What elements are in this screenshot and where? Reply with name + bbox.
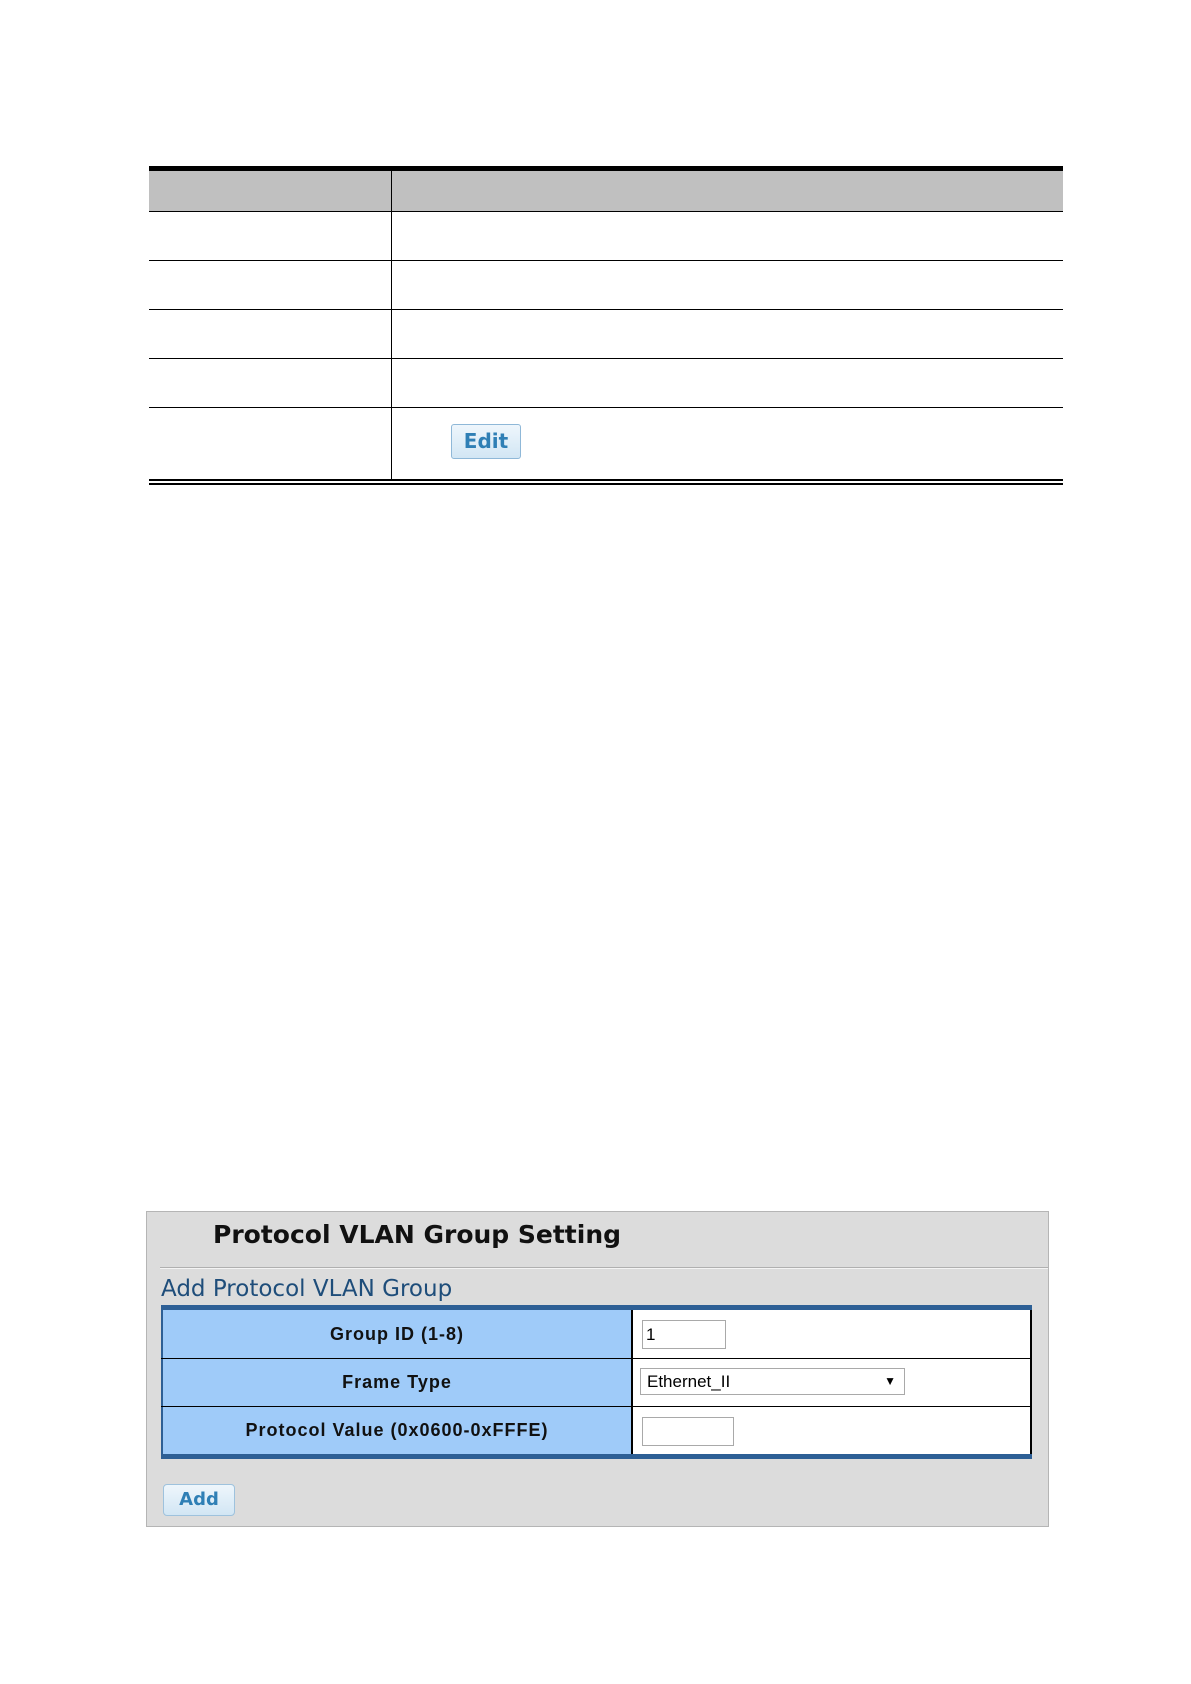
table-row	[149, 309, 1063, 358]
edit-button[interactable]: Edit	[451, 424, 521, 459]
page-title: Protocol VLAN Group Setting	[213, 1220, 622, 1249]
table-header-row	[149, 170, 1063, 211]
form-row-protocol-value	[161, 1406, 1032, 1454]
add-button[interactable]: Add	[163, 1484, 235, 1516]
table-row	[149, 211, 1063, 260]
object-description-table	[149, 166, 1063, 485]
table-bottom-rule	[149, 479, 1063, 485]
row-description	[392, 212, 1063, 260]
group-id-cell	[633, 1310, 1032, 1358]
frame-type-selected: Ethernet_II	[647, 1372, 731, 1391]
table-row	[149, 260, 1063, 309]
frame-type-label: Frame Type	[161, 1359, 633, 1406]
frame-type-select[interactable]	[640, 1368, 905, 1395]
group-id-label: Group ID (1-8)	[161, 1310, 633, 1358]
row-description	[392, 359, 1063, 407]
form-row-frame-type	[161, 1358, 1032, 1406]
frame-type-cell	[633, 1359, 1032, 1406]
row-description	[392, 310, 1063, 358]
table-row	[149, 358, 1063, 407]
protocol-value-cell	[633, 1407, 1032, 1454]
section-title: Add Protocol VLAN Group	[161, 1276, 453, 1302]
protocol-vlan-group-panel	[146, 1211, 1049, 1527]
group-id-input[interactable]: 1	[642, 1320, 726, 1349]
form-row-group-id	[161, 1310, 1032, 1358]
row-object	[149, 408, 392, 479]
title-divider	[160, 1267, 1048, 1269]
table-row	[149, 407, 1063, 479]
header-object	[149, 171, 392, 211]
row-object	[149, 261, 392, 309]
row-description	[392, 408, 1063, 479]
row-description	[392, 261, 1063, 309]
dropdown-arrow-icon: ▼	[884, 1374, 896, 1388]
protocol-value-label: Protocol Value (0x0600-0xFFFE)	[161, 1407, 633, 1454]
row-object	[149, 212, 392, 260]
protocol-value-input[interactable]	[642, 1417, 734, 1446]
header-description	[392, 171, 1063, 211]
add-group-form	[161, 1305, 1032, 1459]
row-object	[149, 359, 392, 407]
row-object	[149, 310, 392, 358]
